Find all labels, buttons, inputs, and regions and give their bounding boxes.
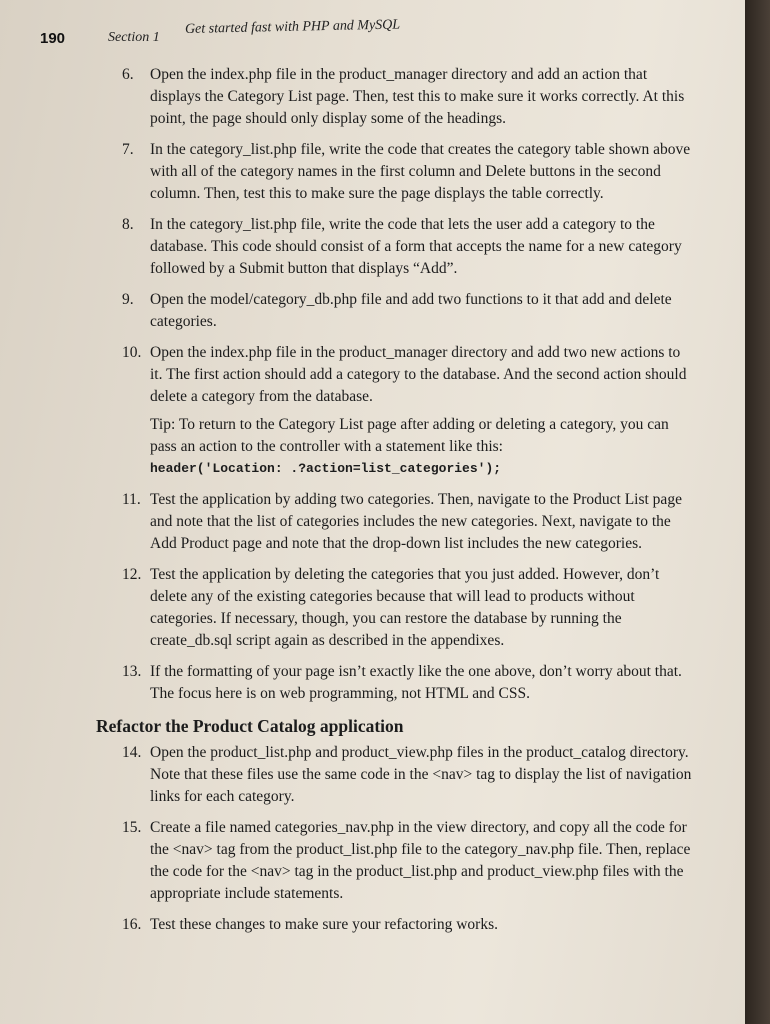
section-heading: Refactor the Product Catalog application xyxy=(96,716,404,736)
exercise-text: Open the index.php file in the product_manager directory and add two new actions to it. The first action should add a category to the database. And the second action should delete a category from the database. xyxy=(150,344,687,405)
exercise-text: Create a file named categories_nav.php in the view directory, and copy all the code for the <nav> tag from the product_list.php file to the category_nav.php file. Then, replace the code for the <nav> tag in the product_list.php and product_view.php files with the appropriate include statements. xyxy=(150,819,691,902)
exercise-text: Test these changes to make sure your refactoring works. xyxy=(150,916,498,933)
exercise-item xyxy=(122,139,692,205)
exercise-number: 14. xyxy=(122,744,142,761)
exercise-item xyxy=(122,342,692,480)
exercise-number: 10. xyxy=(122,344,142,361)
exercise-item xyxy=(122,564,692,652)
exercise-item xyxy=(122,914,692,936)
exercise-text: In the category_list.php file, write the code that creates the category table shown above with all of the category names in the first column and Delete buttons in the second column. Then, test this to make sure the page displays the table correctly. xyxy=(150,141,691,202)
tip-text: Tip: To return to the Category List page after adding or deleting a category, you can pass an action to the controller with a statement like this: xyxy=(150,416,669,455)
page-header xyxy=(40,17,700,52)
exercise-number: 16. xyxy=(122,916,142,933)
exercise-number: 6. xyxy=(122,66,134,83)
exercise-number: 7. xyxy=(122,141,134,158)
exercise-item xyxy=(122,64,692,130)
exercise-number: 9. xyxy=(122,291,134,308)
book-title: Get started fast with PHP and MySQL xyxy=(184,17,401,37)
exercise-text: Test the application by deleting the categories that you just added. However, don’t delete any of the existing categories because that will lead to products without categories. If necessary, though, you can restore the database by running the create_db.sql script again as described in the appendixes. xyxy=(150,566,660,649)
exercise-text: Test the application by adding two categories. Then, navigate to the Product List page and note that the list of categories includes the new categories. Next, navigate to the Add Product page and note that the drop-down list includes the new categories. xyxy=(150,491,682,552)
exercise-number: 12. xyxy=(122,566,142,583)
code-snippet: header('Location: .?action=list_categories'); xyxy=(150,461,502,476)
exercise-number: 13. xyxy=(122,663,142,680)
exercise-item xyxy=(122,489,692,555)
exercise-text: Open the model/category_db.php file and add two functions to it that add and delete categories. xyxy=(150,291,672,330)
exercise-list xyxy=(96,64,692,945)
exercise-item xyxy=(122,661,692,705)
exercise-item xyxy=(122,742,692,808)
exercise-item xyxy=(122,817,692,905)
exercise-number: 15. xyxy=(122,819,142,836)
exercise-number: 11. xyxy=(122,491,141,508)
exercise-text: In the category_list.php file, write the code that lets the user add a category to the database. This code should consist of a form that accepts the name for a new category followed by a Submit button that displays “Add”. xyxy=(150,216,682,277)
exercise-text: Open the index.php file in the product_manager directory and add an action that displays the Category List page. Then, test this to make sure it works correctly. At this point, the page should only display some of the headings. xyxy=(150,66,685,127)
exercise-item xyxy=(122,289,692,333)
page-number: 190 xyxy=(40,30,66,47)
exercise-item xyxy=(122,214,692,280)
page-shadow xyxy=(745,0,770,1024)
exercise-number: 8. xyxy=(122,216,134,233)
section-label: Section 1 xyxy=(108,30,160,45)
exercise-text: If the formatting of your page isn’t exactly like the one above, don’t worry about that. The focus here is on web programming, not HTML and CSS. xyxy=(150,663,682,702)
exercise-text: Open the product_list.php and product_view.php files in the product_catalog directory. Note that these files use the same code in the <nav> tag to display the list of navigation links for each category. xyxy=(150,744,692,805)
